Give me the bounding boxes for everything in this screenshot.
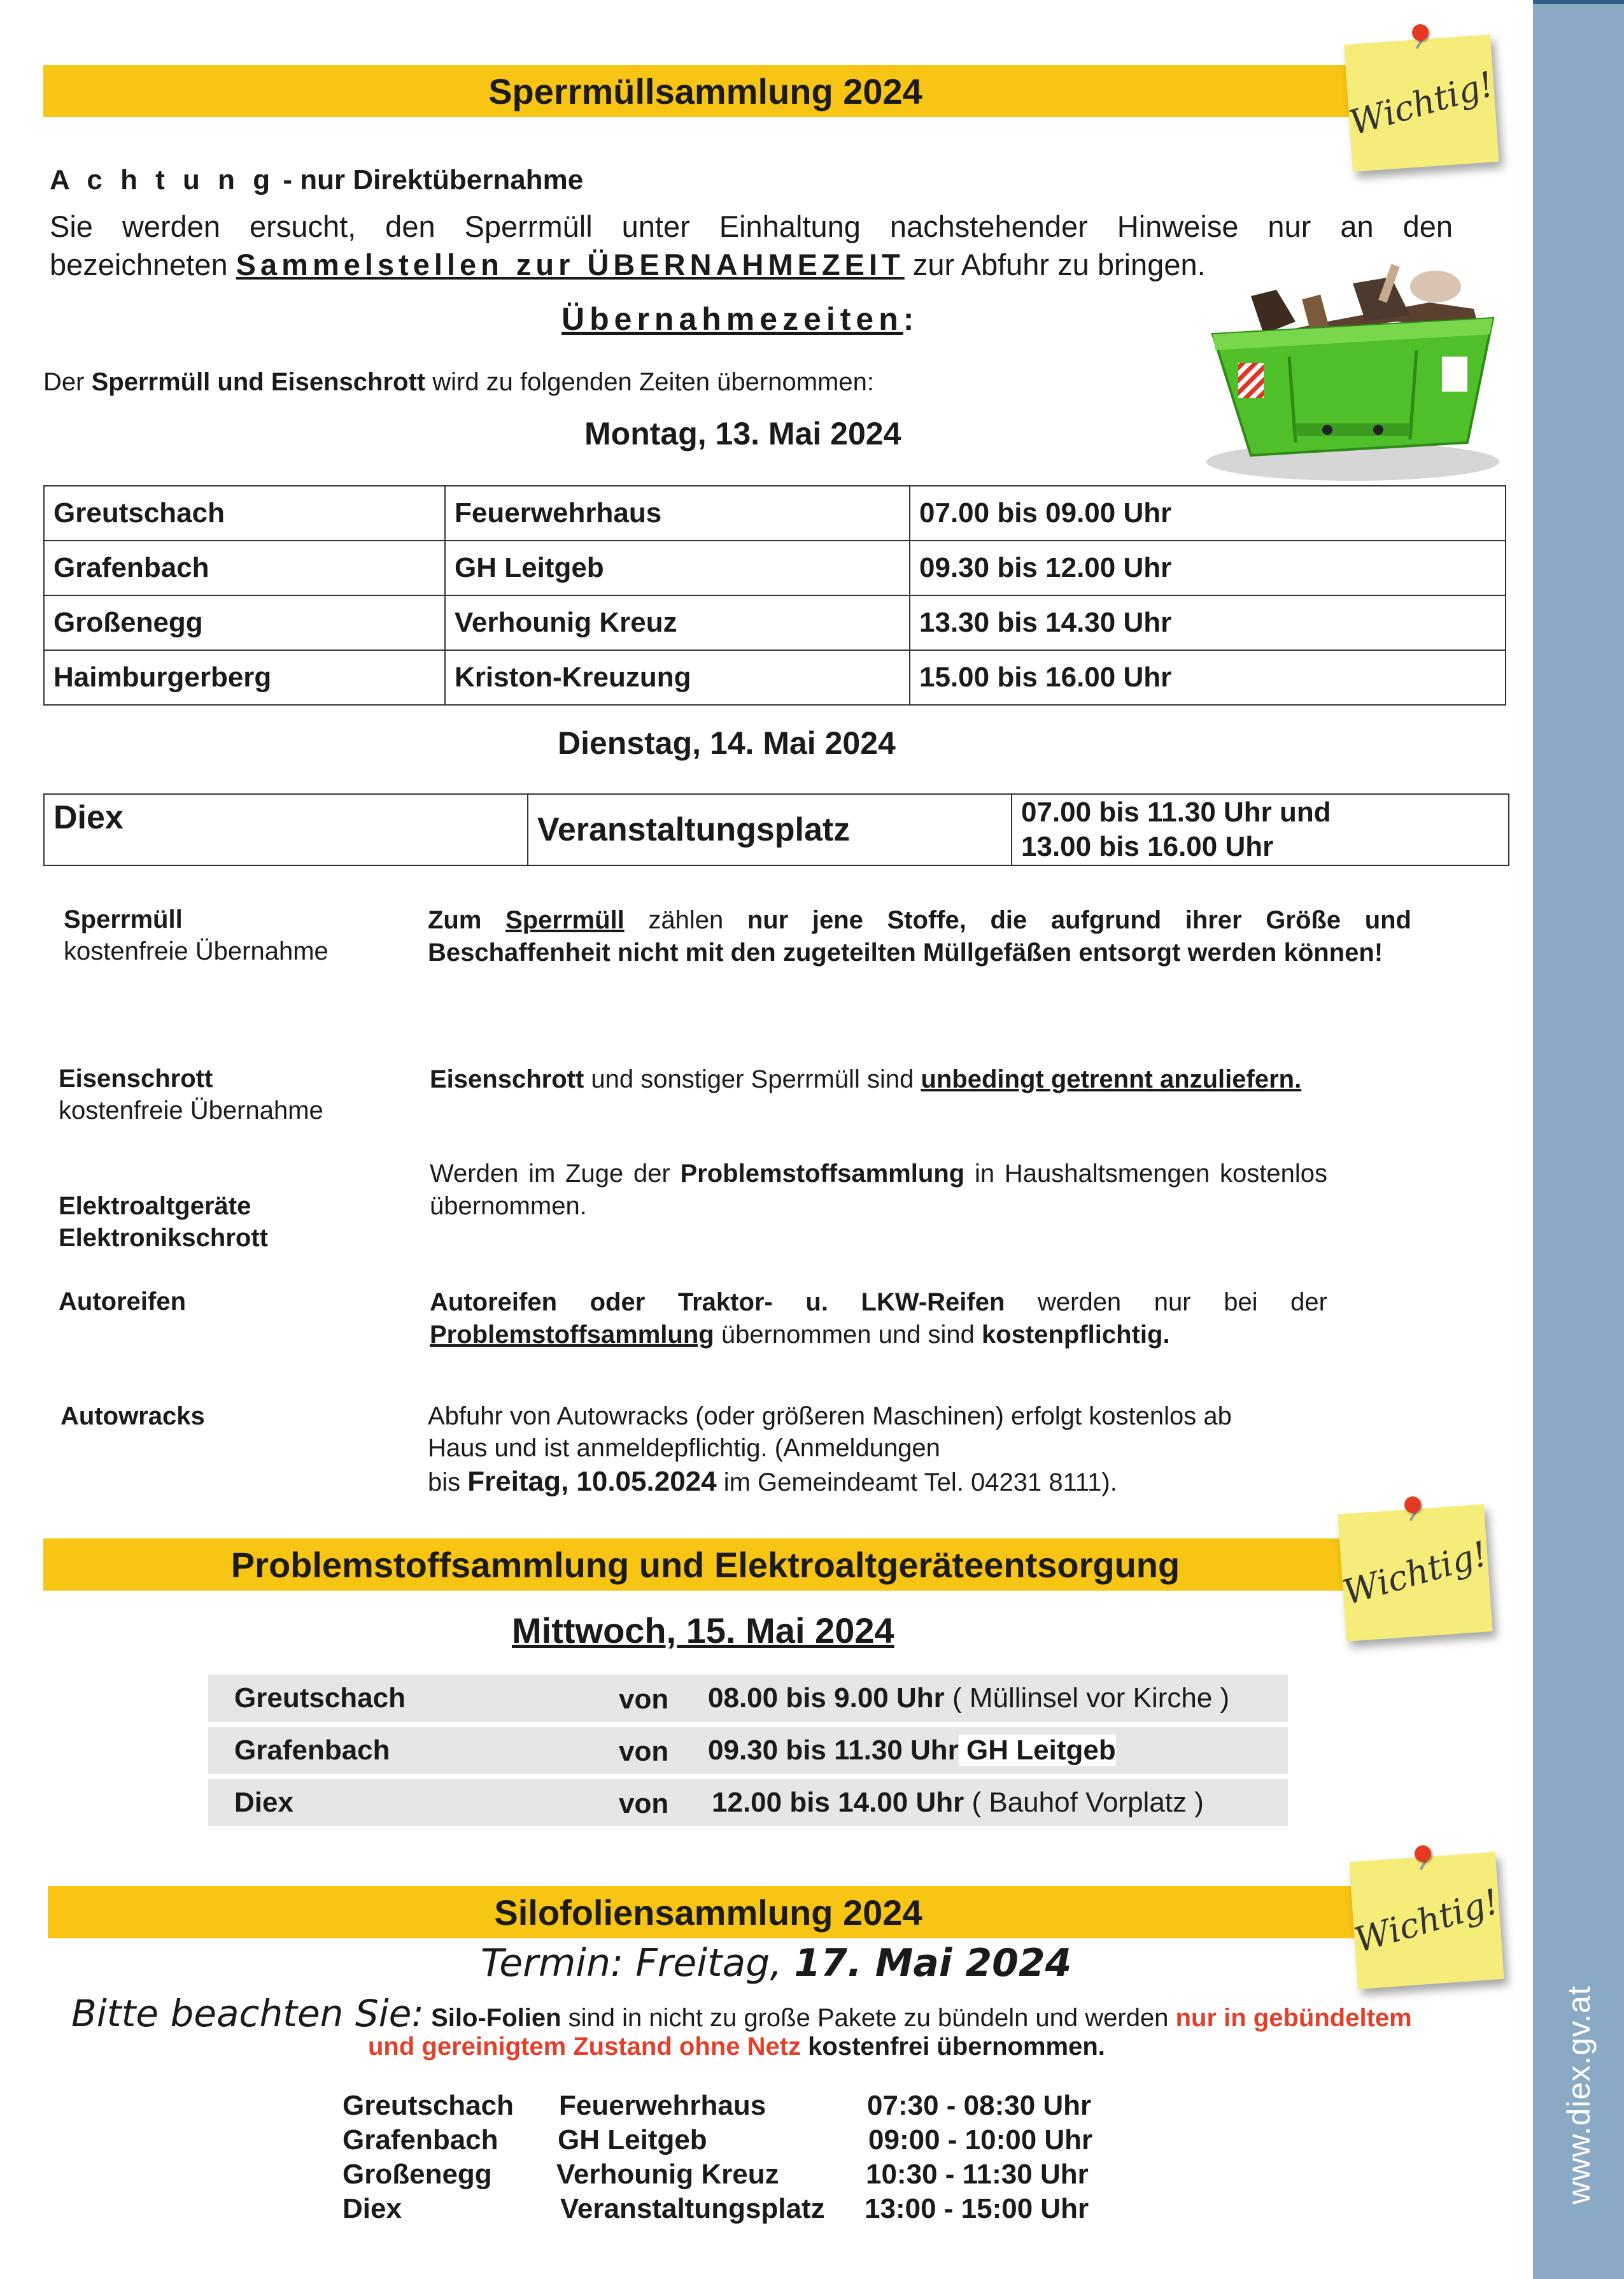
silo-place: Grafenbach	[342, 2124, 498, 2155]
info-label-elektro-1: Elektroaltgeräte	[59, 1192, 251, 1220]
schedule-time-loc	[708, 1682, 1229, 1714]
silo-place: Großenegg	[342, 2159, 492, 2190]
schedule-location: GH Leitgeb	[958, 1735, 1116, 1766]
time-cell: 15.00 bis 16.00 Uhr	[910, 650, 1506, 705]
lead-a: Der	[43, 368, 92, 396]
time-cell	[1012, 794, 1509, 865]
schedule-time-loc	[708, 1735, 1116, 1766]
sticky-note	[1349, 1852, 1504, 1989]
table-row	[44, 794, 1509, 865]
pushpin-icon	[1412, 24, 1429, 41]
text-part: Problemstoffsammlung	[680, 1160, 965, 1188]
text-part: sind in nicht zu große Pakete zu bündeln und werden	[561, 2004, 1176, 2032]
attention-word: A c h t u n g	[50, 164, 276, 195]
section-title: Silofoliensammlung 2024	[494, 1892, 922, 1933]
times-colon: :	[903, 301, 919, 337]
info-sub-eisenschrott: kostenfreie Übernahme	[59, 1097, 323, 1125]
time-cell: 07.00 bis 09.00 Uhr	[910, 486, 1506, 541]
times-heading	[561, 301, 919, 337]
table-row	[44, 595, 1506, 650]
text-part-red: nur in gebündeltem	[1175, 2004, 1412, 2032]
section-banner-silofolien	[48, 1886, 1369, 1938]
silo-time: 07:30 - 08:30 Uhr	[867, 2090, 1092, 2121]
note-text: Wichtig!	[1338, 1533, 1492, 1613]
intro-line-2	[50, 247, 1206, 282]
schedule-location: ( Müllinsel vor Kirche )	[944, 1682, 1230, 1714]
schedule-von: von	[619, 1736, 669, 1767]
info-label-sperrmuell: Sperrmüll	[64, 905, 183, 934]
day3-heading: Mittwoch, 15. Mai 2024	[512, 1610, 894, 1651]
table-row	[44, 650, 1506, 705]
location-cell: Kriston-Kreuzung	[445, 650, 910, 705]
lead-text	[43, 368, 874, 397]
silo-note-line-2	[368, 2033, 1105, 2061]
info-sub-sperrmuell: kostenfreie Übernahme	[64, 937, 328, 965]
info-text-autoreifen	[430, 1286, 1327, 1351]
schedule-place: Diex	[234, 1787, 293, 1818]
text-part: bis	[428, 1468, 468, 1496]
time-line-2: 13.00 bis 16.00 Uhr	[1021, 831, 1274, 862]
schedule-time-loc	[712, 1787, 1204, 1819]
autowracks-line-1: Abfuhr von Autowracks (oder größeren Maschinen) erfolgt kostenlos ab	[428, 1402, 1232, 1430]
info-label-autoreifen: Autoreifen	[59, 1288, 186, 1316]
autowracks-line-2: Haus und ist anmeldepflichtig. (Anmeldungen	[428, 1434, 940, 1462]
day2-table	[43, 793, 1509, 866]
silo-location: Feuerwehrhaus	[559, 2090, 766, 2121]
autowracks-line-3	[428, 1466, 1117, 1498]
day1-heading: Montag, 13. Mai 2024	[584, 416, 901, 451]
pushpin-icon	[1404, 1496, 1421, 1513]
text-part: Autoreifen oder Traktor- u. LKW-Reifen	[430, 1288, 1005, 1316]
text-part: kostenpflichtig.	[981, 1321, 1170, 1349]
text-part: Sperrmüll	[505, 906, 625, 934]
place-cell: Grafenbach	[44, 541, 445, 595]
termin-line	[481, 1941, 1071, 1985]
schedule-von: von	[619, 1788, 669, 1819]
day1-table	[43, 485, 1506, 706]
text-part: und sonstiger Sperrmüll sind	[584, 1065, 921, 1093]
silo-location: Verhounig Kreuz	[556, 2159, 779, 2190]
schedule-time: 12.00 bis 14.00 Uhr	[712, 1787, 964, 1818]
silo-location: GH Leitgeb	[558, 2124, 707, 2155]
sidebar-top-line	[1533, 0, 1624, 4]
text-part: zählen	[624, 906, 747, 934]
times-heading-text: Übernahmezeiten	[561, 301, 903, 337]
text-part-red: und gereinigtem Zustand ohne Netz	[368, 2033, 801, 2061]
info-text-elektro	[430, 1158, 1327, 1223]
place-cell: Greutschach	[44, 486, 445, 541]
text-part: nur jene Stoffe, die aufgrund ihrer Größe und Beschaffenheit nicht mit den zugeteilten Müllgefäßen entsorgt werden können!	[428, 906, 1411, 967]
lead-c: wird zu folgenden Zeiten übernommen:	[425, 368, 874, 396]
sidebar-strip	[1533, 0, 1624, 2279]
table-row	[44, 541, 1506, 595]
intro-line-1: Sie werden ersucht, den Sperrmüll unter Einhaltung nachstehender Hinweise nur an den	[50, 209, 1453, 243]
location-cell: Verhounig Kreuz	[445, 595, 910, 650]
text-part: übernommen und sind	[714, 1321, 982, 1349]
schedule-place: Greutschach	[234, 1682, 406, 1714]
info-label-elektro-2: Elektronikschrott	[59, 1224, 268, 1252]
location-cell: GH Leitgeb	[445, 541, 910, 595]
silo-time: 09:00 - 10:00 Uhr	[868, 2124, 1093, 2155]
section-banner-problemstoff	[43, 1538, 1367, 1591]
attention-line	[50, 164, 583, 196]
place-cell: Diex	[44, 794, 528, 865]
silo-place: Greutschach	[342, 2090, 514, 2121]
schedule-place: Grafenbach	[234, 1735, 390, 1766]
termin-label: Termin: Freitag,	[481, 1941, 794, 1985]
intro-text: bezeichneten	[50, 248, 236, 281]
sticky-note	[1338, 1504, 1492, 1642]
silo-time: 13:00 - 15:00 Uhr	[865, 2193, 1089, 2224]
text-part: kostenfrei übernommen.	[801, 2033, 1105, 2061]
text-part: unbedingt getrennt anzuliefern.	[921, 1065, 1302, 1093]
text-part: in Haushaltsmengen kostenlos übernommen.	[430, 1160, 1327, 1220]
day2-heading: Dienstag, 14. Mai 2024	[558, 725, 896, 761]
silo-note-line-1	[71, 1992, 1412, 2035]
info-text-sperrmuell	[428, 904, 1411, 969]
text-part: Eisenschrott	[430, 1065, 584, 1093]
dumpster-image	[1200, 252, 1506, 487]
location-cell: Veranstaltungsplatz	[528, 794, 1012, 865]
bitte-beachten: Bitte beachten Sie:	[71, 1992, 424, 2035]
place-cell: Haimburgerberg	[44, 650, 445, 705]
info-text-eisenschrott	[430, 1063, 1327, 1096]
section-title: Sperrmüllsammlung 2024	[488, 71, 922, 111]
attention-rest: - nur Direktübernahme	[275, 164, 584, 195]
silo-place: Diex	[342, 2193, 402, 2224]
info-label-eisenschrott: Eisenschrott	[59, 1065, 213, 1093]
intro-text-end: zur Abfuhr zu bringen.	[904, 248, 1206, 281]
time-line-1: 07.00 bis 11.30 Uhr und	[1021, 797, 1331, 828]
location-cell: Feuerwehrhaus	[445, 486, 910, 541]
time-cell: 13.30 bis 14.30 Uhr	[910, 595, 1506, 650]
lead-emphasis: Sperrmüll und Eisenschrott	[91, 368, 426, 396]
schedule-von: von	[619, 1684, 669, 1715]
place-cell: Großenegg	[44, 595, 445, 650]
text-part: Problemstoffsammlung	[430, 1321, 714, 1349]
text-part: Silo-Folien	[423, 2004, 561, 2032]
section-banner-sperrmuell	[43, 65, 1367, 117]
time-cell: 09.30 bis 12.00 Uhr	[910, 541, 1506, 595]
sammelstellen-emphasis: Sammelstellen zur ÜBERNAHMEZEIT	[236, 248, 905, 281]
text-part: werden nur bei der	[1005, 1288, 1327, 1316]
silo-time: 10:30 - 11:30 Uhr	[866, 2159, 1089, 2190]
text-part: Zum	[428, 906, 506, 934]
table-row	[44, 486, 1506, 541]
silo-location: Veranstaltungsplatz	[560, 2193, 825, 2224]
schedule-time: 08.00 bis 9.00 Uhr	[708, 1682, 945, 1714]
termin-date: 17. Mai 2024	[794, 1941, 1072, 1985]
pushpin-icon	[1415, 1845, 1431, 1862]
deadline-date: Freitag, 10.05.2024	[467, 1466, 717, 1497]
text-part: Werden im Zuge der	[430, 1160, 681, 1188]
note-text: Wichtig!	[1345, 63, 1499, 143]
schedule-location: ( Bauhof Vorplatz )	[964, 1787, 1204, 1818]
info-label-autowracks: Autowracks	[60, 1402, 205, 1430]
text-part: im Gemeindeamt Tel. 04231 8111).	[716, 1468, 1117, 1496]
website-url[interactable]: www.diex.gv.at	[1561, 1985, 1597, 2204]
section-title: Problemstoffsammlung und Elektroaltgeräteentsorgung	[230, 1544, 1180, 1585]
sticky-note	[1344, 34, 1499, 172]
note-text: Wichtig!	[1350, 1880, 1504, 1961]
schedule-time: 09.30 bis 11.30 Uhr	[708, 1735, 959, 1766]
